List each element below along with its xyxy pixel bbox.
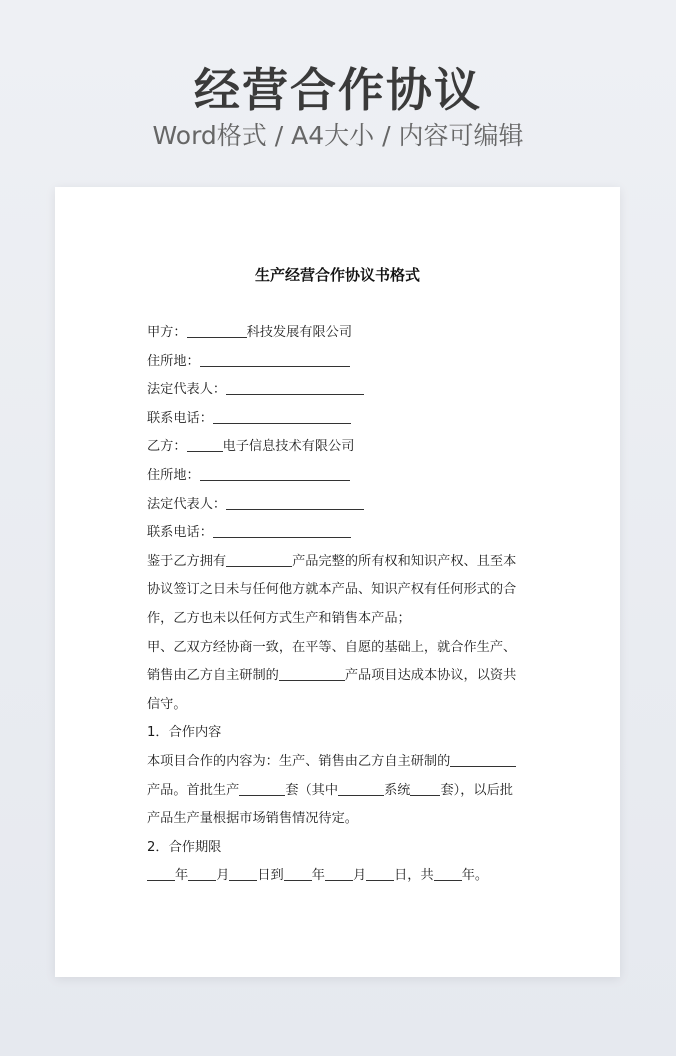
whereas-line-2: 协议签订之日未与任何他方就本产品、知识产权有任何形式的合	[147, 582, 517, 598]
start-month-label: 月	[216, 868, 230, 884]
party-a-address-line	[147, 348, 531, 377]
section-1-line-1	[147, 748, 531, 777]
end-year-label: 年	[311, 868, 325, 884]
start-day-to-label: 日到	[257, 868, 284, 884]
party-a-name-line	[147, 319, 531, 348]
party-b-phone-label: 联系电话：	[147, 525, 213, 541]
party-a-phone-line	[147, 405, 531, 434]
agreement-line-2	[147, 662, 531, 691]
party-a-rep-line	[147, 376, 531, 405]
system-qty-blank[interactable]	[338, 779, 384, 796]
end-day-blank[interactable]	[366, 864, 394, 881]
section-1-text-2a: 产品。首批生产	[147, 782, 240, 798]
section-1-line-2	[147, 777, 531, 806]
first-batch-qty-blank[interactable]	[239, 779, 285, 796]
party-b-name-line	[147, 433, 531, 462]
party-b-rep-blank[interactable]	[226, 493, 364, 510]
document-body	[147, 319, 531, 891]
banner-subtitle: Word格式 / A4大小 / 内容可编辑	[152, 121, 524, 150]
system-set-blank[interactable]	[410, 779, 440, 796]
agreement-text-2a: 销售由乙方自主研制的	[147, 668, 279, 684]
party-b-rep-line	[147, 491, 531, 520]
party-b-phone-blank[interactable]	[213, 521, 351, 538]
end-month-blank[interactable]	[325, 864, 353, 881]
whereas-line-1	[147, 548, 531, 577]
section-2-date-line	[147, 862, 531, 891]
end-year-blank[interactable]	[284, 864, 312, 881]
section-1-text-2c: 系统	[384, 782, 411, 798]
party-a-address-label: 住所地：	[147, 353, 200, 369]
start-year-label: 年	[175, 868, 189, 884]
section-1-heading: 1．合作内容	[147, 725, 222, 741]
whereas-text-1a: 鉴于乙方拥有	[147, 553, 227, 569]
cooperation-product-blank[interactable]	[450, 750, 516, 767]
start-year-blank[interactable]	[147, 864, 175, 881]
party-b-label: 乙方：	[147, 439, 187, 455]
start-month-blank[interactable]	[188, 864, 216, 881]
party-b-rep-label: 法定代表人：	[147, 496, 227, 512]
party-a-label: 甲方：	[147, 325, 187, 340]
document-page	[55, 187, 620, 977]
section-2-heading: 2．合作期限	[147, 839, 222, 855]
party-a-phone-blank[interactable]	[213, 407, 351, 424]
party-a-name: 科技发展有限公司	[246, 325, 353, 340]
party-b-blank[interactable]	[187, 435, 223, 452]
party-a-blank[interactable]	[187, 321, 247, 338]
party-a-rep-label: 法定代表人：	[147, 382, 227, 398]
agreement-line-1: 甲、乙双方经协商一致，在平等、自愿的基础上，就合作生产、	[147, 639, 517, 655]
party-b-name: 电子信息技术有限公司	[222, 439, 355, 455]
start-day-blank[interactable]	[229, 864, 257, 881]
section-1-text-2d: 套），以后批	[440, 782, 513, 798]
document-title: 生产经营合作协议书格式	[254, 266, 420, 284]
agreement-text-2b: 产品项目达成本协议，以资共	[344, 668, 517, 684]
section-1-line-3: 产品生产量根据市场销售情况待定。	[147, 811, 358, 827]
total-years-blank[interactable]	[434, 864, 462, 881]
total-years-label: 年。	[461, 868, 489, 884]
whereas-line-3: 作，乙方也未以任何方式生产和销售本产品；	[147, 610, 411, 626]
agreement-line-3: 信守。	[147, 696, 187, 712]
whereas-text-1b: 产品完整的所有权和知识产权、且至本	[292, 553, 517, 569]
party-a-phone-label: 联系电话：	[147, 410, 213, 426]
party-a-rep-blank[interactable]	[226, 378, 364, 395]
project-name-blank[interactable]	[279, 664, 345, 681]
party-b-address-line	[147, 462, 531, 491]
party-a-address-blank[interactable]	[200, 350, 350, 367]
section-1-text-1a: 本项目合作的内容为：生产、销售由乙方自主研制的	[147, 753, 451, 769]
party-b-address-blank[interactable]	[200, 464, 350, 481]
party-b-phone-line	[147, 519, 531, 548]
end-month-label: 月	[352, 868, 367, 884]
section-1-text-2b: 套（其中	[285, 782, 339, 798]
banner-title: 经营合作协议	[194, 63, 482, 117]
product-name-blank[interactable]	[226, 550, 292, 567]
party-b-address-label: 住所地：	[147, 467, 200, 483]
end-day-total-label: 日，共	[394, 868, 434, 884]
